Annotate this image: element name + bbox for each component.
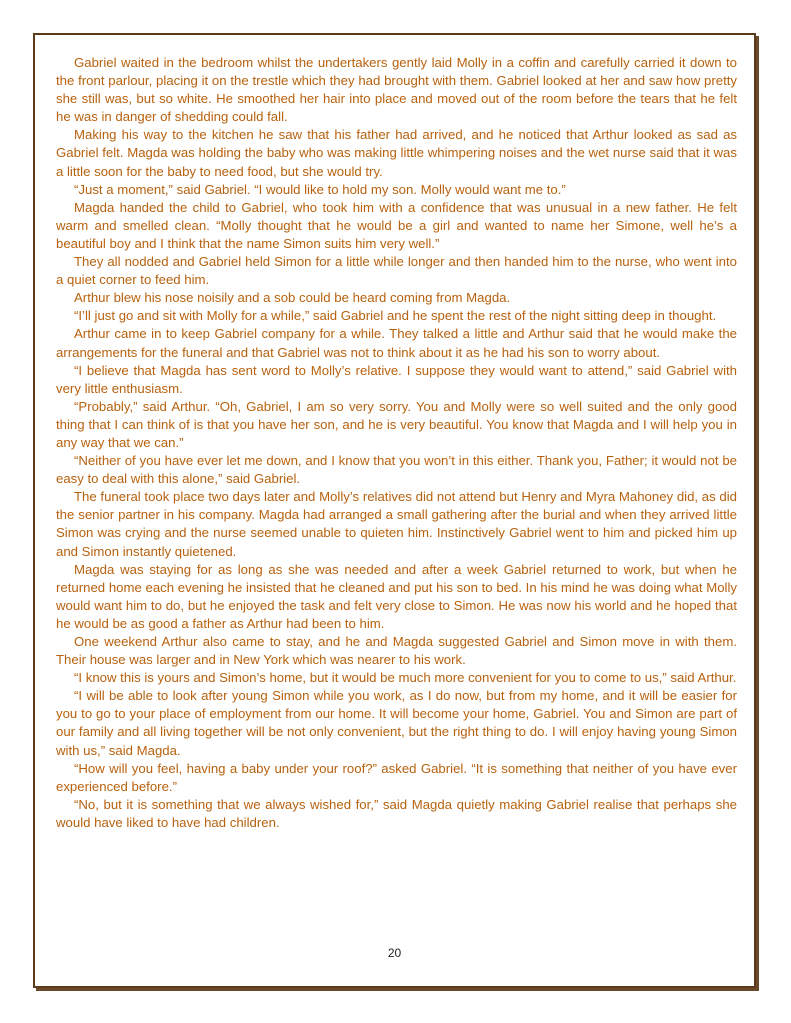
paragraph: “Neither of you have ever let me down, and I know that you won’t in this either. Thank you, Father; it would not be easy to deal with this alone,” said Gabriel.	[56, 453, 737, 487]
body-text	[56, 54, 737, 832]
paragraph: One weekend Arthur also came to stay, and he and Magda suggested Gabriel and Simon move in with them. Their house was larger and in New York which was nearer to his work.	[56, 634, 737, 668]
paragraph: Arthur blew his nose noisily and a sob could be heard coming from Magda.	[74, 290, 511, 306]
paragraph: “I know this is yours and Simon’s home, but it would be much more convenient for you to come to us,” said Arthur.	[74, 670, 737, 686]
paragraph: “Probably,” said Arthur. “Oh, Gabriel, I am so very sorry. You and Molly were so well suited and the only good thing that I can think of is that you have her son, and he is very beautiful. You know that Magda and I will help you in any way that we can.”	[56, 398, 737, 450]
paragraph: Arthur came in to keep Gabriel company for a while. They talked a little and Arthur said that he would make the arrangements for the funeral and that Gabriel was not to think about it as he had his son to worry about.	[56, 326, 737, 360]
paragraph: Gabriel waited in the bedroom whilst the undertakers gently laid Molly in a coffin and carefully carried it down to the front parlour, placing it on the trestle which they had brought with them. Gabriel looked at her and saw how pretty she still was, but so white. He smoothed her hair into place and moved out of the room before the tears that he felt he was in danger of shedding could fall.	[56, 55, 737, 125]
paragraph: They all nodded and Gabriel held Simon for a little while longer and then handed him to the nurse, who went into a quiet corner to feed him.	[56, 254, 737, 288]
paragraph: Magda was staying for as long as she was needed and after a week Gabriel returned to work, but when he returned home each evening he insisted that he cleaned and put his son to bed. In his mind he was doing what Molly would want him to do, but he enjoyed the task and felt very close to Simon. He was now his world and he hoped that he would be as good a father as Arthur had been to him.	[56, 561, 737, 631]
paragraph: “I will be able to look after young Simon while you work, as I do now, but from my home, and it will be easier for you to go to your place of employment from our home. It will become your home, Gabriel. You and Simon are part of our family and all living together will be not only convenient, but the right thing to do. I will enjoy having young Simon with us,” said Magda.	[56, 688, 737, 758]
paragraph: “I’ll just go and sit with Molly for a while,” said Gabriel and he spent the rest of the night sitting deep in thought.	[74, 308, 717, 324]
paragraph: “I believe that Magda has sent word to Molly’s relative. I suppose they would want to attend,” said Gabriel with very little enthusiasm.	[56, 362, 737, 396]
paragraph: The funeral took place two days later and Molly’s relatives did not attend but Henry and Myra Mahoney did, as did the senior partner in his company. Magda had arranged a small gathering after the burial and when they arrived little Simon was crying and the nurse seemed unable to quieten him. Instinctively Gabriel went to him and picked him up and Simon instantly quietened.	[56, 489, 737, 559]
page-frame	[33, 33, 756, 988]
page-number: 20	[387, 946, 402, 960]
paragraph: Magda handed the child to Gabriel, who took him with a confidence that was unusual in a new father. He felt warm and smelled clean. “Molly thought that he would be a girl and wanted to name her Simone, well he’s a beautiful boy and I think that the name Simon suits him very well.”	[56, 199, 737, 251]
paragraph: “Just a moment,” said Gabriel. “I would like to hold my son. Molly would want me to.”	[74, 181, 566, 197]
paragraph: “No, but it is something that we always wished for,” said Magda quietly making Gabriel realise that perhaps she would have liked to have had children.	[56, 796, 737, 830]
paragraph: “How will you feel, having a baby under your roof?” asked Gabriel. “It is something that neither of you have ever experienced before.”	[56, 760, 737, 794]
paragraph: Making his way to the kitchen he saw that his father had arrived, and he noticed that Arthur looked as sad as Gabriel felt. Magda was holding the baby who was making little whimpering noises and the wet nurse said that it was a little soon for the baby to need food, but she would try.	[56, 127, 737, 179]
